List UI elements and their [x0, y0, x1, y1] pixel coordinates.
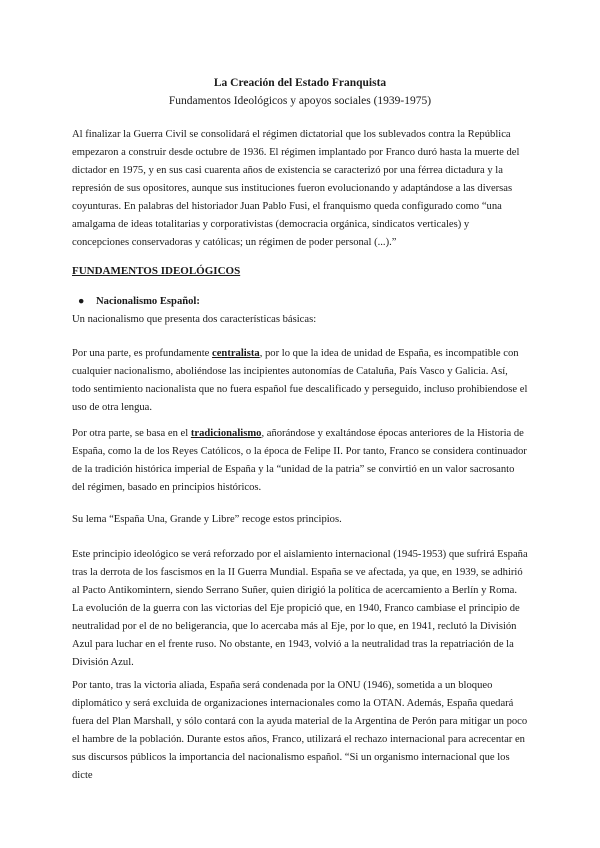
paragraph-allied-victory: Por tanto, tras la victoria aliada, España será condenada por la ONU (1946), sometida a un bloqueo diplomático y será excluida de organizaciones internacionales como la OTAN. Además, España quedará fuera del Plan Marshall, y sólo contará con la ayuda material de la Argentina de Perón para mitigar un poco el hambre de la población. Durante estos años, Franco, utilizará el rechazo internacional para acrecentar en sus discursos públicos la importancia del nacionalismo español. “Si un organismo internacional que los dicte — [72, 680, 528, 781]
p3-text-end: , añorándose y exaltándose épocas anteriores de la Historia de España, como la de los Reyes Católicos, o la época de Felipe II. Por tanto, Franco se considera continuador de la tradición histórica imperial de España y la “unidad de la patria” se convirtió en un valor sacrosanto del régimen, basado en principios históricos. — [72, 428, 527, 493]
document-subtitle: Fundamentos Ideológicos y apoyos sociales (1939-1975) — [168, 95, 432, 107]
bullet-icon: ● — [78, 296, 85, 307]
paragraph-centralism — [72, 345, 528, 417]
p3-text-start: Por otra parte, se basa en el — [72, 428, 191, 439]
document-title: La Creación del Estado Franquista — [213, 77, 387, 89]
paragraph-isolation: Este principio ideológico se verá reforzado por el aislamiento internacional (1945-1953) que sufrirá España tras la derrota de los fascismos en la II Guerra Mundial. España se ve afectada, ya que, en 1939, se adhirió al Pacto Antikomintern, siendo Serrano Suñer, quien dirigió la política de acercamiento a Berlín y Roma. La evolución de la guerra con las victorias del Eje propició que, en 1940, Franco cambiase el principio de neutralidad por el de no beligerancia, que lo acercaba más al Eje, por lo que, en 1941, reclutó la División Azul para luchar en el frente ruso. No obstante, en 1943, volvió a la neutralidad tras la repatriación de la División Azul. — [72, 549, 528, 668]
keyword-centralista: centralista — [212, 348, 260, 359]
paragraph-characteristics: Un nacionalismo que presenta dos características básicas: — [72, 314, 317, 325]
section-heading: FUNDAMENTOS IDEOLÓGICOS — [72, 265, 241, 277]
bullet-title: Nacionalismo Español: — [96, 296, 200, 307]
p2-text-start: Por una parte, es profundamente — [72, 348, 213, 359]
paragraph-traditionalism — [72, 425, 528, 497]
p2-text-end: , por lo que la idea de unidad de España, es incompatible con cualquier nacionalismo, aboliéndose las incipientes autonomías de Cataluña, País Vasco y Galicia. Así, todo sentimiento nacionalista que no fuera español fue descalificado y perseguido, incluso prohibiendose el uso de otra lengua. — [72, 348, 528, 413]
paragraph-motto: Su lema “España Una, Grande y Libre” recoge estos principios. — [72, 514, 342, 525]
bullet-item — [78, 293, 200, 311]
keyword-tradicionalismo: tradicionalismo — [190, 428, 262, 439]
intro-paragraph: Al finalizar la Guerra Civil se consolidará el régimen dictatorial que los sublevados contra la República empezaron a construir desde octubre de 1936. El régimen implantado por Franco duró hasta la muerte del dictador en 1975, y en sus casi cuarenta años de existencia se caracterizó por una férrea dictadura y la represión de sus opositores, aunque sus instituciones fueron evolucionando y adaptándose a las diversas coyunturas. En palabras del historiador Juan Pablo Fusi, el franquismo queda configurado como “una amalgama de ideas totalitarias y corporativistas (democracia orgánica, sindicatos verticales) y concepciones conservadoras y católicas; un régimen de poder personal (...).” — [72, 129, 520, 248]
